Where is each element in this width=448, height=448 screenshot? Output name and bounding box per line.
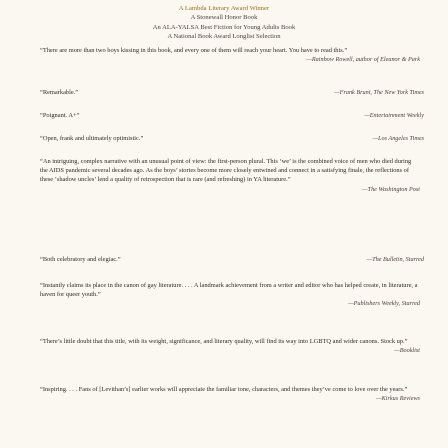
blurb-quote: “There’s little doubt that this title, with its weight, significance, and literary quality, will find its way into LGBTQ and wider canons. Stock up.” (40, 338, 408, 345)
blurb-attribution: —Entertainment Weekly (364, 112, 424, 119)
blurb (40, 255, 424, 265)
blurb-attribution: —The Washington Post (362, 185, 420, 193)
blurb-quote: “Open, frank and ultimately optimistic.” (40, 135, 144, 142)
blurb (40, 134, 424, 144)
awards-list (0, 4, 448, 42)
blurb-quote: “Remarkable.” (40, 89, 79, 96)
blurb-quote: “Inspiring. . . . Fans of [Levithan’s] earlier works will appreciate the familiar tone, characters, and themes they’ve come to love over the years.” (40, 386, 408, 393)
blurb-attribution: —Frank Bruni, The New York Times (334, 89, 424, 96)
award-line: A National Book Award Longlist Selection (167, 33, 281, 41)
award-line: An ALA-YALSA Best Fiction for Young Adults Book (152, 23, 296, 31)
blurb-quote: “An intriguing, complex narrative with an unusual point of view: the first-person plural. This ‘we’ is the combined voice of men who died during the AIDS pandemic several decades ago. As the boys’ stories become more closely entwined and connect in a satisfying finale, the reflections of these ‘shadow uncles’ lend a quality of retrospection that is rare (and refreshing) in YA literature.” (40, 158, 412, 184)
blurb-attribution: —Los Angeles Times (372, 135, 424, 142)
blurb (40, 385, 420, 403)
blurb (40, 337, 420, 355)
blurb (40, 281, 420, 308)
blurb-quote: “There are more than two boys kissing in this book, and every one of them will reach your heart. You have to read this.” (40, 47, 348, 54)
blurb-attribution: —Rainbow Rowell, author of Eleanor & Park (306, 56, 420, 64)
blurb (40, 111, 424, 121)
award-line: A Lambda Literary Award Winner (178, 5, 270, 12)
blurb-attribution: —Publishers Weekly, Starred (348, 300, 420, 308)
blurb-quote: “Instantly claims its place in the canon of gay literature. . . . A landmark achievement from a writer and editor who has helped create, in literature, a haven for queer youth.” (40, 282, 418, 299)
blurb-attribution: —The Bulletin, Starred (366, 256, 424, 263)
blurb (40, 46, 420, 64)
blurb-quote: “Both celebratory and elegiac.” (40, 256, 121, 263)
blurb (40, 88, 424, 98)
award-line: A Stonewall Honor Book (190, 14, 258, 22)
blurb-attribution: —Kirkus Reviews (376, 395, 420, 403)
blurb-attribution: —Booklist (394, 347, 420, 355)
blurb-quote: “Poignant. A+” (40, 112, 80, 119)
blurb (40, 157, 420, 194)
